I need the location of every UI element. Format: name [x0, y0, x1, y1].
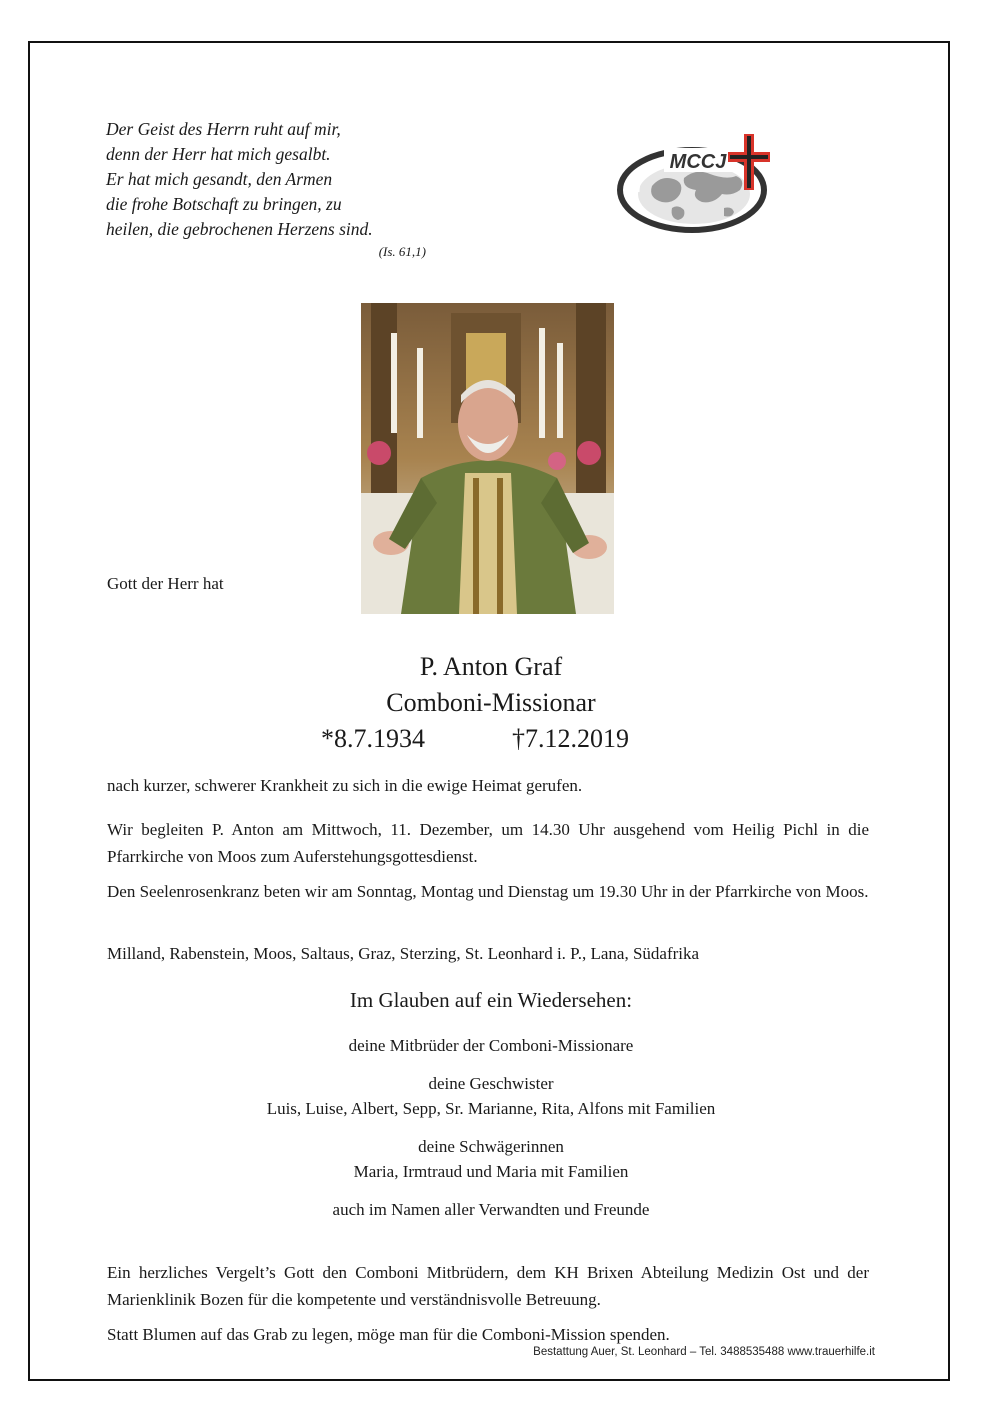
siblings-label: deine Geschwister [428, 1074, 554, 1093]
rosary-info: Den Seelenrosenkranz beten wir am Sonntag, Montag und Dienstag um 19.30 Uhr in der Pfarrkirche von Moos. [107, 882, 869, 901]
places-list: Milland, Rabenstein, Moos, Saltaus, Graz, Sterzing, St. Leonhard i. P., Lana, Südafrika [107, 944, 700, 963]
confreres-line: deine Mitbrüder der Comboni-Missionare [348, 1036, 634, 1055]
portrait-photo [361, 303, 614, 614]
sisters-in-law-names: Maria, Irmtraud und Maria mit Familien [353, 1162, 629, 1181]
siblings-names: Luis, Luise, Albert, Sepp, Sr. Marianne, Rita, Alfons mit Familien [266, 1099, 716, 1118]
donation-text: Statt Blumen auf das Grab zu legen, möge man für die Comboni-Mission spenden. [107, 1325, 670, 1344]
deceased-name: P. Anton Graf [419, 652, 563, 681]
others-line: auch im Namen aller Verwandten und Freunde [332, 1200, 650, 1219]
logo-text: MCCJ [669, 151, 727, 173]
funeral-home-footer: Bestattung Auer, St. Leonhard – Tel. 3488535488 www.trauerhilfe.it [533, 1346, 875, 1358]
bible-verse [106, 117, 426, 262]
sisters-in-law-label: deine Schwägerinnen [418, 1137, 564, 1156]
intro-text: Gott der Herr hat [107, 574, 224, 593]
mccj-logo [612, 128, 788, 238]
verse-line: die frohe Botschaft zu bringen, zu [106, 194, 342, 214]
verse-line: denn der Herr hat mich gesalbt. [106, 144, 331, 164]
verse-line: Der Geist des Herrn ruht auf mir, [106, 119, 341, 139]
mourners-heading: Im Glauben auf ein Wiedersehen: [349, 988, 633, 1012]
announcement-text: nach kurzer, schwerer Krankheit zu sich in die ewige Heimat gerufen. [107, 776, 583, 795]
thanks-text: Ein herzliches Vergelt’s Gott den Comboni Mitbrüdern, dem KH Brixen Abteilung Medizin Ost und der Marienklinik Bozen für die kompetente und verständnisvolle Betreuung. [107, 1263, 869, 1309]
funeral-info: Wir begleiten P. Anton am Mittwoch, 11. Dezember, um 14.30 Uhr ausgehend vom Heilig Pichl in die Pfarrkirche von Moos zum Auferstehungsgottesdienst. [107, 820, 869, 866]
verse-reference: (Is. 61,1) [378, 244, 426, 259]
birth-date: *8.7.1934 [321, 724, 425, 753]
verse-line: Er hat mich gesandt, den Armen [106, 169, 333, 189]
verse-line: heilen, die gebrochenen Herzens sind. [106, 219, 373, 239]
deceased-title: Comboni-Missionar [386, 688, 596, 717]
death-date: †7.12.2019 [512, 724, 629, 753]
